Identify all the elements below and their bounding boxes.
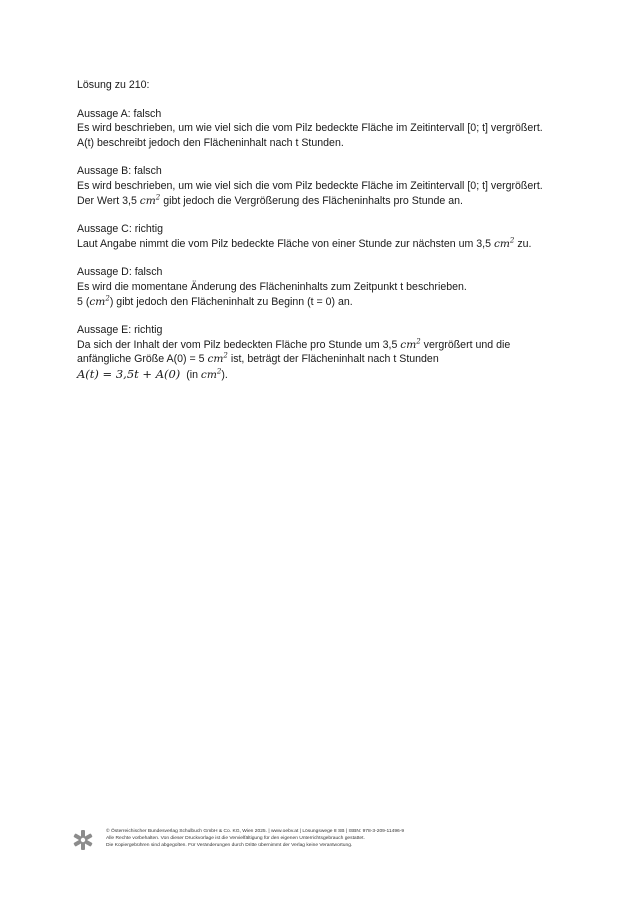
page-footer — [72, 826, 492, 862]
statement-c-line-1 — [77, 237, 577, 252]
formula-unit-post: ). — [221, 368, 228, 381]
unit-cm2: $cm^2$ — [139, 193, 161, 207]
statement-c-title: Aussage C: richtig — [77, 223, 163, 236]
statement-d-line-1: Es wird die momentane Änderung des Flächeninhalts zum Zeitpunkt t beschrieben. — [77, 280, 467, 293]
statement-e-line-2-pre: anfängliche Größe A(0) = 5 — [77, 353, 208, 366]
statement-e-line-1-post: vergrößert und die — [420, 338, 511, 351]
statement-a — [77, 107, 577, 151]
rights-line: Alle Rechte vorbehalten. Von dieser Druckvorlage ist die Vervielfältigung für den eigenen Unterrichtsgebrauch gestattet. — [106, 836, 365, 841]
statement-e-line-2 — [77, 352, 577, 367]
statement-b-line-2 — [77, 194, 577, 209]
statement-c-line-1-post: zu. — [514, 237, 532, 250]
statement-e-line-1-pre: Da sich der Inhalt der vom Pilz bedeckten Fläche pro Stunde um 3,5 — [77, 338, 401, 351]
statement-b-title: Aussage B: falsch — [77, 165, 162, 178]
statement-a-line-1: Es wird beschrieben, um wie viel sich die vom Pilz bedeckte Fläche im Zeitintervall [0; t] vergrößert. — [77, 122, 543, 135]
statement-b — [77, 164, 577, 208]
statement-e-line-1 — [77, 338, 577, 353]
statement-e-title: Aussage E: richtig — [77, 324, 163, 337]
statement-b-line-2-post: gibt jedoch die Vergrößerung des Flächeninhalts pro Stunde an. — [160, 194, 463, 207]
unit-cm2: $cm^2$ — [207, 351, 228, 366]
solution-content — [77, 78, 577, 397]
unit-cm2: $cm^2$ — [200, 367, 222, 381]
unit-cm2: $cm^2$ — [400, 337, 421, 351]
statement-d-line-2 — [77, 295, 577, 310]
formula-unit-pre: (in — [180, 368, 201, 381]
page-title: Lösung zu 210: — [77, 79, 150, 91]
statement-b-line-1: Es wird beschrieben, um wie viel sich die vom Pilz bedeckte Fläche im Zeitintervall [0; t] vergrößert. — [77, 179, 543, 192]
statement-c — [77, 222, 577, 251]
statement-d — [77, 265, 577, 309]
statement-d-title: Aussage D: falsch — [77, 266, 163, 279]
statement-d-line-2-pre: 5 ( — [77, 295, 90, 308]
statement-a-title: Aussage A: falsch — [77, 107, 162, 120]
statement-e — [77, 323, 577, 382]
statement-c-line-1-pre: Laut Angabe nimmt die vom Pilz bedeckte Fläche von einer Stunde zur nächsten um 3,5 — [77, 237, 494, 250]
formula: A(t) = 3,5t + A(0) — [77, 366, 181, 381]
statement-e-formula-line — [77, 367, 577, 383]
unit-cm2: $cm^2$ — [89, 294, 110, 308]
publisher-logo-icon — [72, 829, 94, 851]
unit-cm2: $cm^2$ — [493, 236, 515, 250]
copyright-line: © Österreichischer Bundesverlag Schulbuch GmbH & Co. KG, Wien 2025. | www.oebv.at | Lösungswege 8 SB | ISBN: 978-3-209-11496-9 — [106, 829, 405, 834]
fees-line: Die Kopiergebühren sind abgegolten. Für Veränderungen durch Dritte übernimmt der Verlag keine Verantwortung. — [106, 843, 353, 848]
statement-b-line-2-pre: Der Wert 3,5 — [77, 194, 140, 207]
statement-d-line-2-post: ) gibt jedoch den Flächeninhalt zu Beginn (t = 0) an. — [109, 295, 353, 308]
footer-text — [106, 828, 404, 849]
statement-a-line-2: A(t) beschreibt jedoch den Flächeninhalt nach t Stunden. — [77, 136, 344, 149]
statement-e-line-2-post: ist, beträgt der Flächeninhalt nach t Stunden — [227, 353, 439, 366]
